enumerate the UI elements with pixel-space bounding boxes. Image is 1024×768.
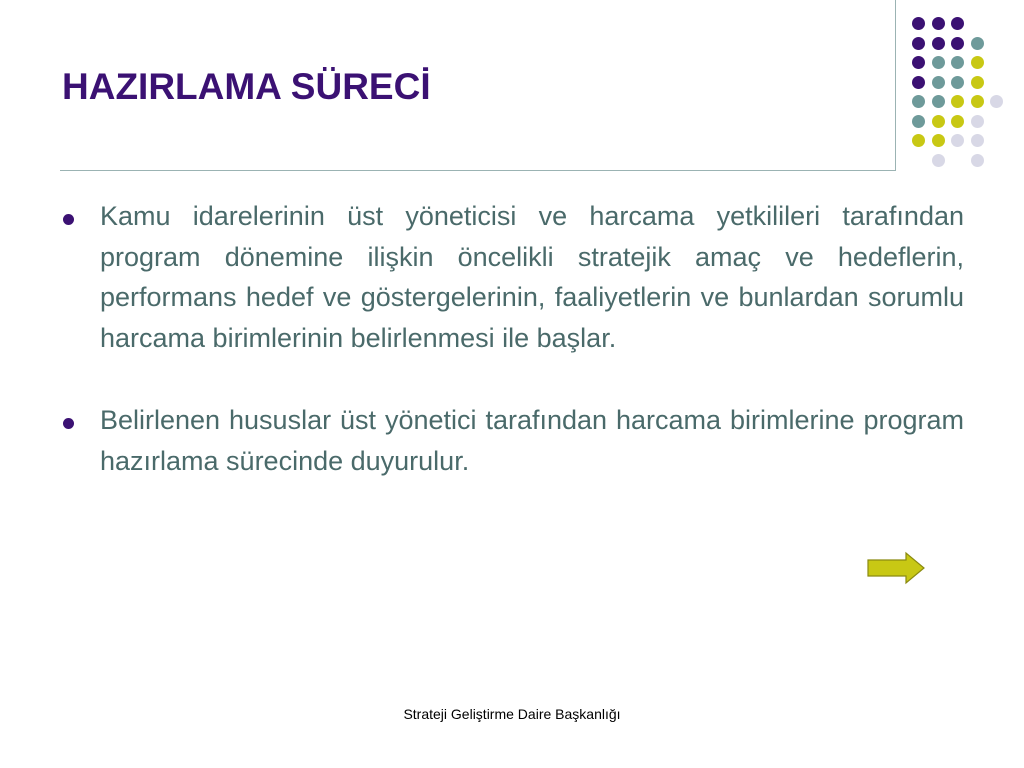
decorative-dot bbox=[971, 76, 984, 89]
decorative-dot bbox=[932, 37, 945, 50]
decorative-dot bbox=[951, 37, 964, 50]
decorative-dot bbox=[971, 154, 984, 167]
title-divider-horizontal bbox=[60, 170, 896, 171]
slide-footer: Strateji Geliştirme Daire Başkanlığı bbox=[403, 706, 621, 722]
decorative-dot bbox=[912, 17, 925, 30]
bullet-marker bbox=[63, 418, 74, 429]
decorative-dot bbox=[932, 76, 945, 89]
decorative-dot bbox=[932, 17, 945, 30]
decorative-dot bbox=[912, 56, 925, 69]
title-divider-vertical bbox=[895, 0, 896, 171]
slide-title: HAZIRLAMA SÜRECİ bbox=[62, 66, 431, 107]
decorative-dot bbox=[951, 76, 964, 89]
decorative-dot bbox=[951, 95, 964, 108]
decorative-dot bbox=[951, 56, 964, 69]
decorative-dot bbox=[951, 134, 964, 147]
bullet-text: Kamu idarelerinin üst yöneticisi ve harcama yetkilileri tarafından program dönemine ilişkin öncelikli stratejik amaç ve hedeflerin, performans hedef ve göstergelerinin, faaliyetlerin ve bunlardan sorumlu harcama birimlerinin belirlenmesi ile başlar. bbox=[100, 201, 964, 353]
decorative-dot bbox=[971, 37, 984, 50]
decorative-dot bbox=[912, 76, 925, 89]
decorative-dot bbox=[971, 134, 984, 147]
decorative-dot bbox=[971, 95, 984, 108]
right-arrow-icon[interactable] bbox=[866, 551, 926, 585]
decorative-dot bbox=[932, 115, 945, 128]
bullet-marker bbox=[63, 214, 74, 225]
decorative-dot bbox=[912, 115, 925, 128]
decorative-dot bbox=[932, 56, 945, 69]
decorative-dot bbox=[932, 95, 945, 108]
decorative-dot bbox=[990, 95, 1003, 108]
bullet-list bbox=[60, 196, 964, 523]
decorative-dot bbox=[951, 115, 964, 128]
decorative-dot bbox=[912, 134, 925, 147]
decorative-dot bbox=[971, 115, 984, 128]
decorative-dot bbox=[912, 95, 925, 108]
bullet-text: Belirlenen hususlar üst yönetici tarafından harcama birimlerine program hazırlama sürecinde duyurulur. bbox=[100, 405, 964, 476]
decorative-dot bbox=[951, 17, 964, 30]
bullet-item bbox=[60, 400, 964, 481]
bullet-item bbox=[60, 196, 964, 358]
decorative-dot bbox=[912, 37, 925, 50]
decorative-dot bbox=[932, 134, 945, 147]
decorative-dot bbox=[971, 56, 984, 69]
decorative-dot bbox=[932, 154, 945, 167]
